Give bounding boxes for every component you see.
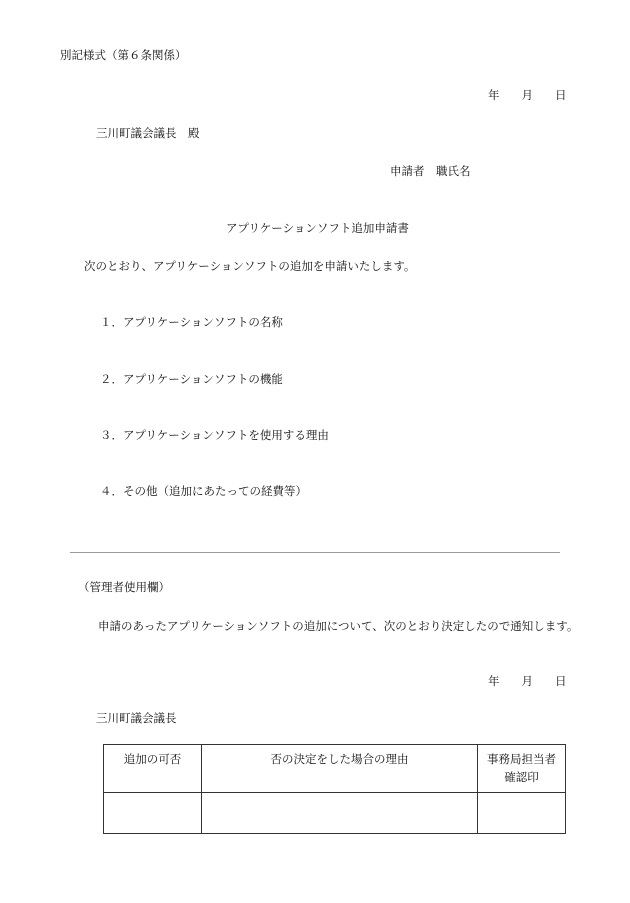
admin-addressee: 三川町議会議長	[96, 711, 177, 725]
month-label: 月	[521, 88, 533, 102]
applicant-name-field: 申請者 職氏名	[390, 164, 471, 178]
item-usage-reason: ３．アプリケーションソフトを使用する理由	[100, 428, 329, 442]
document-title: アプリケーションソフト追加申請書	[226, 221, 409, 235]
header-staff-seal-line2: 確認印	[504, 770, 539, 784]
header-approval: 追加の可否	[104, 745, 202, 793]
section-divider	[70, 552, 560, 553]
item-other-costs: ４．その他（追加にあたっての経費等）	[100, 484, 307, 498]
decision-table	[103, 744, 566, 834]
month-label: 月	[521, 674, 533, 688]
year-label: 年	[488, 88, 500, 102]
admin-section-label: （管理者使用欄）	[78, 580, 170, 594]
cell-rejection-reason	[202, 793, 478, 834]
form-label: 別記様式（第６条関係）	[60, 48, 187, 62]
header-rejection-reason: 否の決定をした場合の理由	[202, 745, 478, 793]
date-line-admin	[488, 676, 567, 688]
decision-notice: 申請のあったアプリケーションソフトの追加について、次のとおり決定したので通知します。	[98, 619, 579, 633]
header-staff-seal	[478, 745, 566, 793]
day-label: 日	[555, 674, 567, 688]
cell-staff-seal	[478, 793, 566, 834]
addressee: 三川町議会議長 殿	[96, 126, 200, 140]
year-label: 年	[488, 674, 500, 688]
day-label: 日	[555, 88, 567, 102]
header-staff-seal-line1: 事務局担当者	[487, 752, 556, 766]
table-row	[104, 793, 566, 834]
intro-text: 次のとおり、アプリケーションソフトの追加を申請いたします。	[84, 259, 416, 273]
cell-approval	[104, 793, 202, 834]
date-line	[488, 90, 567, 102]
item-software-function: ２．アプリケーションソフトの機能	[100, 372, 283, 386]
table-header-row	[104, 745, 566, 793]
item-software-name: １．アプリケーションソフトの名称	[100, 315, 283, 329]
